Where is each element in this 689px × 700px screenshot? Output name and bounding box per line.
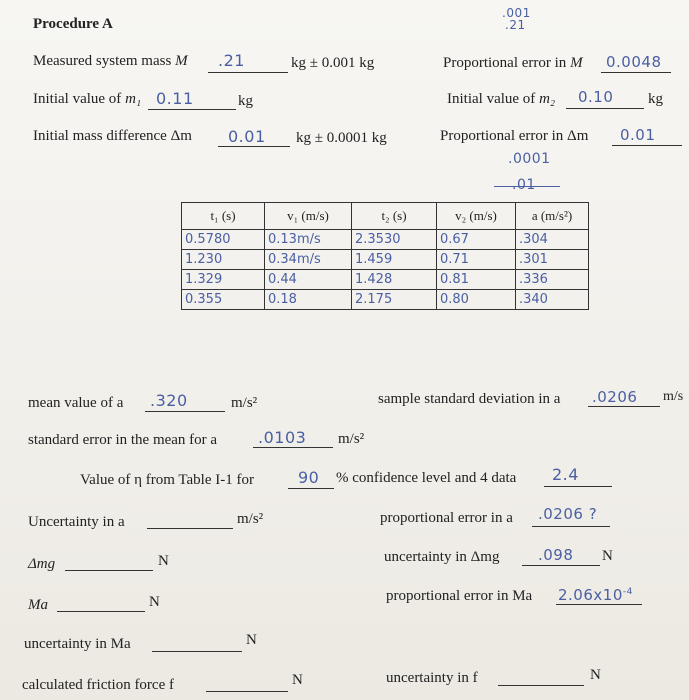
table-cell[interactable]: .304 bbox=[516, 230, 589, 250]
measured-mass-underline bbox=[208, 72, 288, 73]
std-dev-a-underline bbox=[588, 406, 660, 407]
prop-error-M-underline bbox=[601, 72, 671, 73]
prop-error-a-label: proportional error in a bbox=[380, 510, 513, 526]
table-row bbox=[182, 270, 589, 290]
procedure-title: Procedure A bbox=[33, 16, 113, 32]
Ma-label: Ma bbox=[28, 597, 48, 613]
table-cell[interactable]: 0.67 bbox=[437, 230, 516, 250]
dmg-label: Δmg bbox=[28, 556, 56, 572]
prop-error-dm-underline bbox=[612, 145, 682, 146]
prop-error-a-value[interactable]: .0206 ? bbox=[538, 505, 598, 523]
table-cell[interactable]: 0.81 bbox=[437, 270, 516, 290]
uncertainty-f-unit: N bbox=[590, 667, 601, 683]
side-calc-line2: .01 bbox=[512, 177, 536, 193]
uncertainty-dmg-unit: N bbox=[602, 548, 613, 564]
std-err-a-unit: m/s² bbox=[338, 431, 365, 447]
prop-error-Ma-underline bbox=[556, 604, 642, 605]
table-cell[interactable]: 0.18 bbox=[265, 290, 352, 310]
measured-mass-value[interactable]: .21 bbox=[218, 51, 245, 70]
table-cell[interactable]: 0.71 bbox=[437, 250, 516, 270]
prop-error-dm-value[interactable]: 0.01 bbox=[620, 126, 656, 144]
col-header-a: a (m/s²) bbox=[516, 203, 589, 230]
col-header-v1: v₁ (m/s) bbox=[265, 203, 352, 230]
prop-error-M-label: Proportional error in M bbox=[443, 55, 583, 71]
initial-m2-unit: kg bbox=[648, 91, 663, 107]
uncertainty-a-label: Uncertainty in a bbox=[28, 514, 125, 530]
measured-mass-label: Measured system mass M bbox=[33, 53, 188, 69]
uncertainty-dmg-value[interactable]: .098 bbox=[538, 546, 574, 564]
uncertainty-Ma-underline[interactable] bbox=[152, 651, 242, 652]
table-cell[interactable]: 0.44 bbox=[265, 270, 352, 290]
uncertainty-f-label: uncertainty in f bbox=[386, 670, 478, 686]
table-cell[interactable]: .336 bbox=[516, 270, 589, 290]
uncertainty-Ma-label: uncertainty in Ma bbox=[24, 636, 131, 652]
uncertainty-Ma-unit: N bbox=[246, 632, 257, 648]
uncertainty-a-underline[interactable] bbox=[147, 528, 233, 529]
table-row bbox=[182, 250, 589, 270]
eta-label-mid: % confidence level and 4 data bbox=[336, 470, 517, 486]
eta-value[interactable]: 2.4 bbox=[552, 465, 579, 484]
friction-unit: N bbox=[292, 672, 303, 688]
table-cell[interactable]: 0.13m/s bbox=[265, 230, 352, 250]
uncertainty-a-unit: m/s² bbox=[237, 511, 264, 527]
side-calc-line1: .0001 bbox=[508, 151, 551, 167]
std-err-a-underline bbox=[253, 447, 333, 448]
friction-underline[interactable] bbox=[206, 691, 288, 692]
std-err-a-label: standard error in the mean for a bbox=[28, 432, 218, 448]
col-header-t1: t₁ (s) bbox=[182, 203, 265, 230]
initial-m1-label: Initial value of m₁ bbox=[33, 91, 142, 107]
mean-a-unit: m/s² bbox=[231, 395, 258, 411]
data-table bbox=[181, 202, 589, 310]
table-row bbox=[182, 230, 589, 250]
mass-diff-unit: kg ± 0.0001 kg bbox=[296, 130, 387, 146]
prop-error-Ma-label: proportional error in Ma bbox=[386, 588, 533, 604]
initial-m2-label: Initial value of m₂ bbox=[447, 91, 556, 107]
std-err-a-value[interactable]: .0103 bbox=[258, 428, 307, 447]
col-header-v2: v₂ (m/s) bbox=[437, 203, 516, 230]
prop-error-Ma-value[interactable]: $2.06x10^{-4}$ bbox=[558, 586, 633, 604]
eta-pct-value[interactable]: 90 bbox=[298, 468, 320, 487]
prop-error-a-underline bbox=[532, 526, 610, 527]
table-cell[interactable]: 0.5780 bbox=[182, 230, 265, 250]
table-cell[interactable]: .340 bbox=[516, 290, 589, 310]
Ma-unit: N bbox=[149, 594, 160, 610]
table-header-row bbox=[182, 203, 589, 230]
initial-m1-underline bbox=[148, 109, 236, 110]
table-cell[interactable]: 0.80 bbox=[437, 290, 516, 310]
mean-a-underline bbox=[145, 411, 225, 412]
prop-error-M-value[interactable]: 0.0048 bbox=[606, 53, 662, 71]
uncertainty-f-underline[interactable] bbox=[498, 685, 584, 686]
initial-m1-value[interactable]: 0.11 bbox=[156, 89, 194, 108]
std-dev-a-label: sample standard deviation in a bbox=[378, 391, 561, 407]
mean-a-value[interactable]: .320 bbox=[150, 391, 188, 410]
initial-m2-value[interactable]: 0.10 bbox=[578, 88, 614, 106]
table-cell[interactable]: 0.34m/s bbox=[265, 250, 352, 270]
eta-pct-underline bbox=[288, 488, 334, 489]
col-header-t2: t₂ (s) bbox=[352, 203, 437, 230]
eta-label-pre: Value of η from Table I-1 for bbox=[80, 472, 254, 488]
table-cell[interactable]: 0.355 bbox=[182, 290, 265, 310]
measured-mass-unit: kg ± 0.001 kg bbox=[291, 55, 375, 71]
uncertainty-dmg-label: uncertainty in Δmg bbox=[384, 549, 500, 565]
table-cell[interactable]: 1.230 bbox=[182, 250, 265, 270]
std-dev-a-unit: m/s bbox=[663, 389, 684, 404]
dmg-unit: N bbox=[158, 553, 169, 569]
table-cell[interactable]: 1.459 bbox=[352, 250, 437, 270]
initial-m2-underline bbox=[566, 108, 644, 109]
mean-a-label: mean value of a bbox=[28, 395, 124, 411]
table-cell[interactable]: 1.329 bbox=[182, 270, 265, 290]
table-cell[interactable]: .301 bbox=[516, 250, 589, 270]
std-dev-a-value[interactable]: .0206 bbox=[592, 388, 638, 406]
dmg-underline[interactable] bbox=[65, 570, 153, 571]
table-row bbox=[182, 290, 589, 310]
table-cell[interactable]: 2.175 bbox=[352, 290, 437, 310]
top-calc-line1: .001 bbox=[502, 6, 531, 20]
initial-m1-unit: kg bbox=[238, 93, 253, 109]
uncertainty-dmg-underline bbox=[522, 565, 600, 566]
friction-label: calculated friction force f bbox=[22, 677, 174, 693]
eta-underline bbox=[544, 486, 612, 487]
mass-diff-value[interactable]: 0.01 bbox=[228, 127, 266, 146]
Ma-underline[interactable] bbox=[57, 611, 145, 612]
table-cell[interactable]: 2.3530 bbox=[352, 230, 437, 250]
top-calc-line2: .21 bbox=[505, 18, 526, 32]
mass-diff-underline bbox=[218, 146, 290, 147]
table-cell[interactable]: 1.428 bbox=[352, 270, 437, 290]
mass-diff-label: Initial mass difference Δm bbox=[33, 128, 192, 144]
prop-error-dm-label: Proportional error in Δm bbox=[440, 128, 589, 144]
